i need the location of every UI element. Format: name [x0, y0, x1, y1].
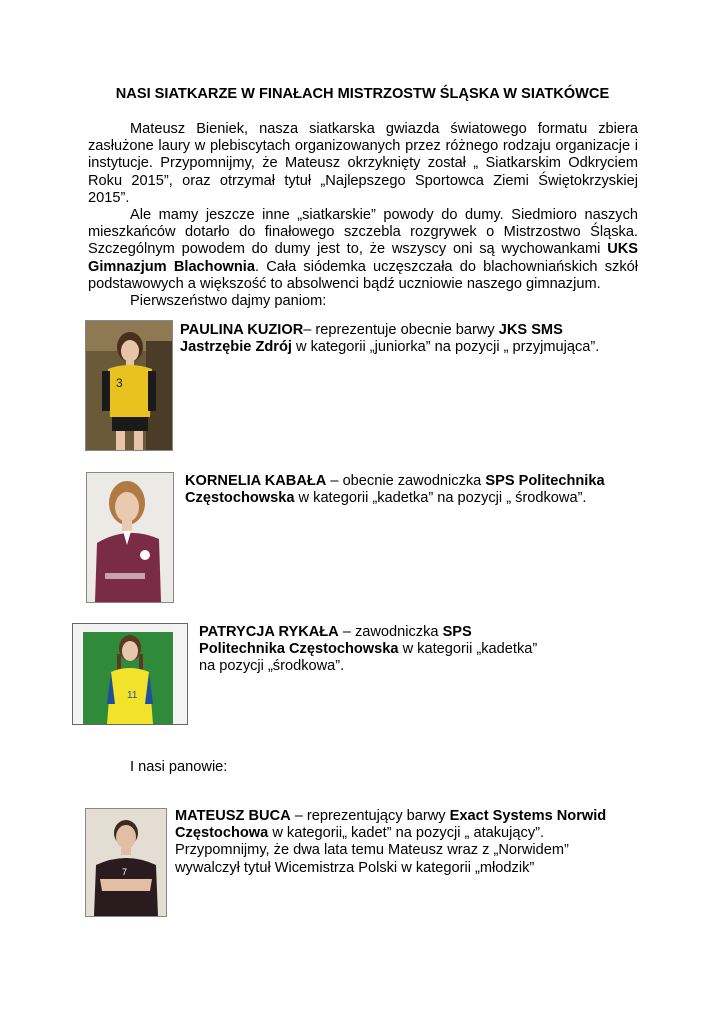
player-photo-paulina: [85, 320, 173, 451]
player-photo-kornelia: [86, 472, 174, 603]
player-profile-mateusz: MATEUSZ BUCA – reprezentujący barwy Exact Systems Norwid Częstochowa w kategorii„ kadet” na pozycji „ atakujący”. Przypomnijmy, że dwa lata temu Mateusz wraz z „Norwidem” wywalczył tytuł Wicemistrza Polski w kategorii „młodzik”: [175, 808, 607, 876]
player-profile-paulina: PAULINA KUZIOR– reprezentuje obecnie barwy JKS SMS Jastrzębie Zdrój w kategorii „juniorka” na pozycji „ przyjmująca”.: [180, 322, 600, 356]
svg-text:11: 11: [127, 690, 138, 701]
intro-paragraph-2: Ale mamy jeszcze inne „siatkarskie” powody do dumy. Siedmioro naszych mieszkańców dotarło do finałowego szczebla rozgrywek o Mistrzostwo Śląska. Szczególnym powodem do dumy jest to, że wszyscy oni są wychowankami UKS Gimnazjum Blachownia. Cała siódemka uczęszczała do blachowniańskich szkół podstawowych a większość to absolwenci bądź uczniowie naszego gimnazjum.: [88, 207, 638, 292]
svg-text:7: 7: [122, 867, 128, 877]
player-photo-mateusz: [85, 808, 167, 917]
intro-paragraph-3: Pierwszeństwo dajmy paniom:: [130, 293, 327, 310]
intro-text: [88, 121, 638, 310]
player-profile-patrycja: PATRYCJA RYKAŁA – zawodniczka SPS Politechnika Częstochowska w kategorii „kadetka” na pozycji „środkowa”.: [199, 624, 538, 675]
page-title: NASI SIATKARZE W FINAŁACH MISTRZOSTW ŚLĄSKA W SIATKÓWCE: [115, 86, 610, 102]
men-heading: I nasi panowie:: [130, 759, 228, 775]
intro-paragraph-1: Mateusz Bieniek, nasza siatkarska gwiazda światowego formatu zbiera zasłużone laury w plebiscytach organizowanych przez różnego rodzaju organizacje i instytucje. Przypomnijmy, że Mateusz okrzyknięty został „ Siatkarskim Odkryciem Roku 2015”, oraz otrzymał tytuł „Najlepszego Sportowca Ziemi Świętokrzyskiej 2015”.: [88, 121, 638, 206]
player-photo-patrycja: [72, 623, 188, 725]
club-name: UKS Gimnazjum Blachownia: [88, 241, 638, 275]
player-profile-kornelia: KORNELIA KABAŁA – obecnie zawodniczka SPS Politechnika Częstochowska w kategorii „kadetka” na pozycji „ środkowa”.: [185, 473, 605, 507]
svg-text:3: 3: [116, 376, 123, 390]
